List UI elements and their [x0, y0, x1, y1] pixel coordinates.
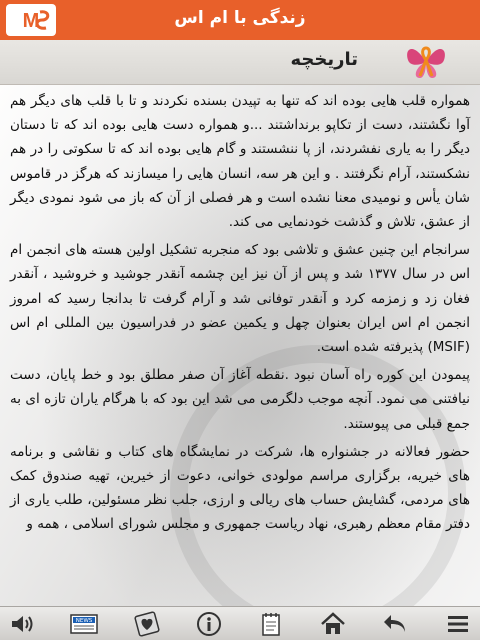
paragraph: همواره قلب هایی بوده اند که تنها به تپیدن بسنده نکردند و تا با قلب های دیگر هم آوا نگشتند، دست از تکاپو برنداشتند ...و همواره دست هایی بوده اند که تا دستان دیگر را به یاری نفشردند، از پا ننشستند و گام هایی بوده اند که تا سکوتی را در هم نشکستند، آرام نگرفتند . و این هر سه، انسان هایی را میسازند که هرگز در قاموس شان یأس و نومیدی معنا نشده است و هر فصلی از آن که باز می شود نمودی دیگر از عشق، تلاش و گذشت خودنمایی می کند.	[10, 93, 470, 231]
back-icon	[383, 612, 409, 636]
bottom-nav	[0, 606, 480, 640]
section-title: تاریخچه	[290, 49, 358, 70]
volume-button[interactable]	[6, 609, 38, 639]
news-label: NEWS	[76, 617, 93, 624]
home-button[interactable]	[317, 609, 349, 639]
notes-button[interactable]	[255, 609, 287, 639]
menu-button[interactable]	[442, 609, 474, 639]
volume-icon	[9, 612, 35, 636]
paragraph: حضور فعالانه در جشنواره ها، شرکت در نمایشگاه های کتاب و نقاشی و برنامه های خیریه، برگزاری مراسم مولودی خوانی، دعوت از خیرین، تهیه صندوق کمک های مردمی، گشایش حساب های ریالی و ارزی، جلب نظر مسئولین، طلب یاری از دفتر مقام معظم رهبری، نهاد ریاست جمهوری و مجلس شورای اسلامی ، همه و	[10, 443, 470, 533]
butterfly-ribbon-icon	[404, 42, 448, 82]
svg-text:M: M	[22, 10, 40, 32]
news-button[interactable]	[68, 609, 100, 639]
menu-icon	[446, 613, 470, 635]
heart-icon	[133, 611, 161, 637]
info-button[interactable]	[193, 609, 225, 639]
back-button[interactable]	[380, 609, 412, 639]
app-header	[0, 0, 480, 40]
document-icon	[259, 611, 283, 637]
news-icon	[69, 612, 99, 636]
article-content[interactable]	[0, 85, 480, 606]
donate-button[interactable]	[131, 609, 163, 639]
info-icon	[196, 611, 222, 637]
section-header	[0, 40, 480, 85]
home-icon	[319, 611, 347, 637]
app-title: زندگی با ام اس	[174, 8, 306, 28]
paragraph: سرانجام این چنین عشق و تلاشی بود که منجربه تشکیل اولین هسته های انجمن ام اس در سال ۱۳۷۷ شد و پس از آن نیز این چشمه آنقدر جوشید و خروشید ، آنقدر فغان زد و زمزمه کرد و آنقدر توفانی شد و آرام گرفت تا بدانجا رسید که امروز انجمن ام اس ایران بعنوان چهل و یکمین عضو در فدراسیون بین المللی ام اس (MSIF) پذیرفته شده است.	[10, 242, 470, 356]
paragraph: پیمودن این کوره راه آسان نبود .نقطه آغاز آن صفر مطلق بود و خط پایان، دست نیافتنی می نمود. آنچه موجب دلگرمی می شد این بود که با هرگام یاران تازه ای به جمع قبلی می پیوستند.	[10, 367, 470, 432]
